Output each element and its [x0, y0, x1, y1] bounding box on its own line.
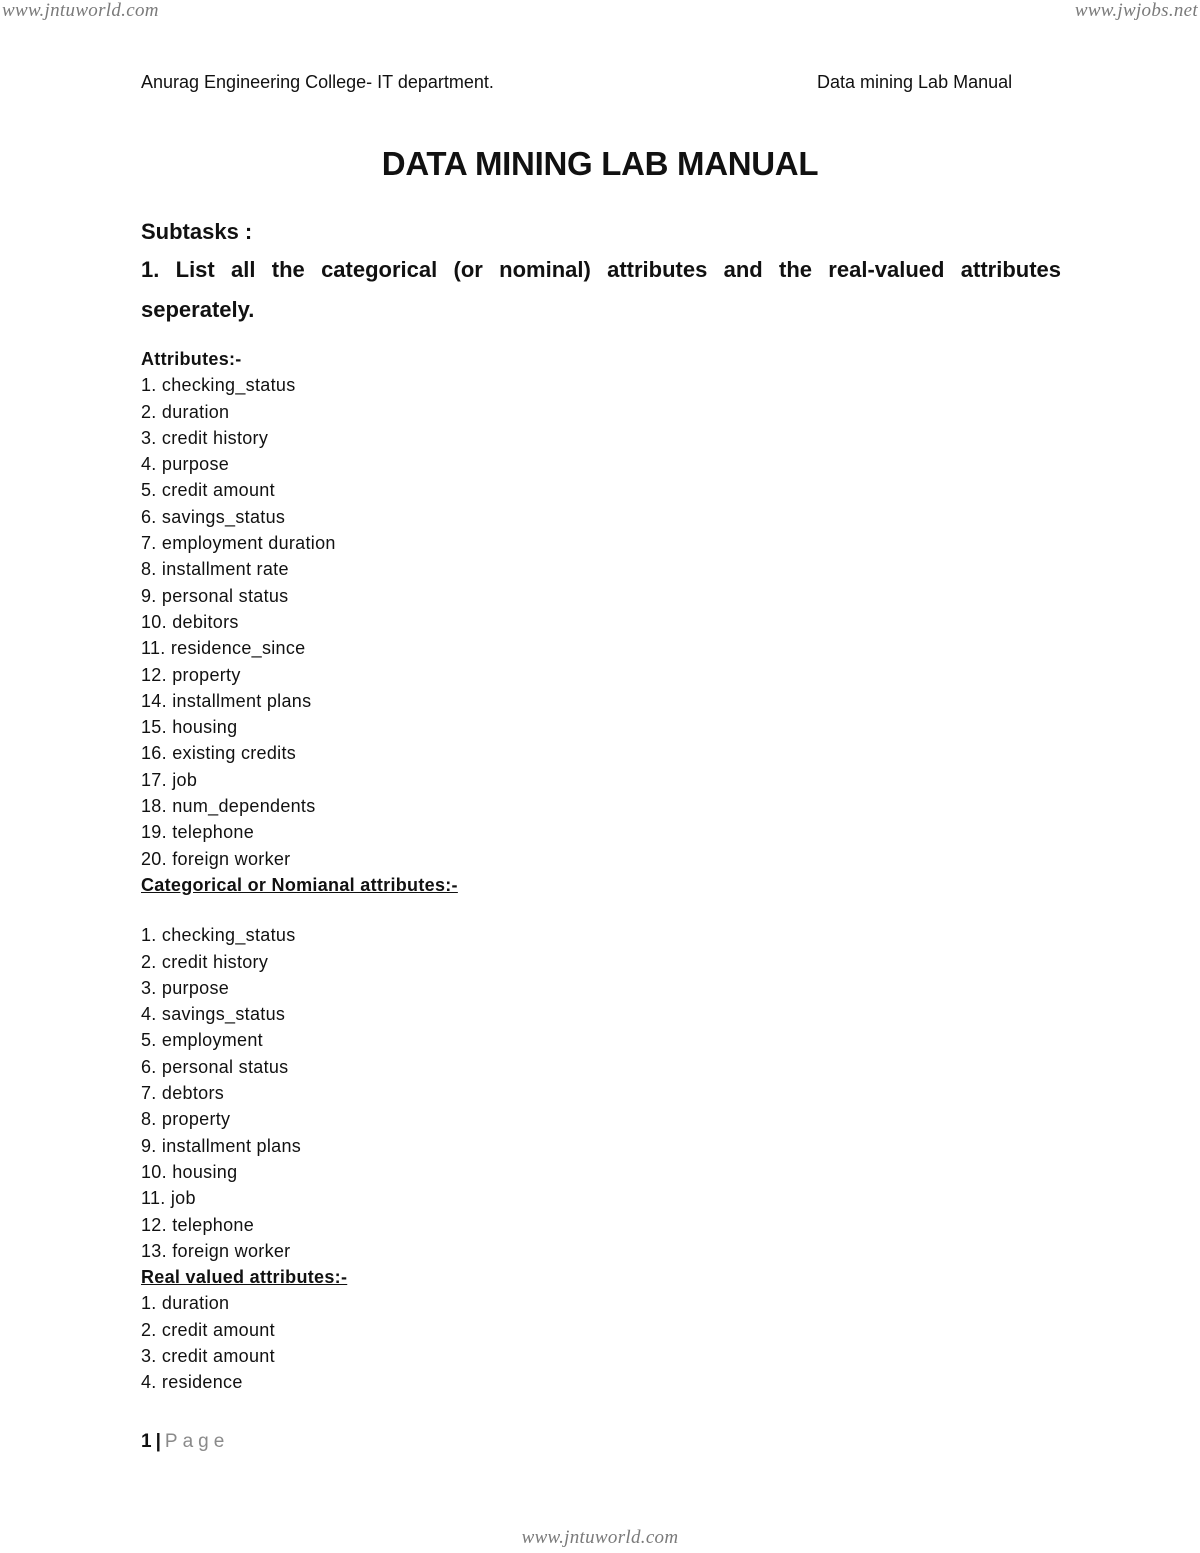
watermark-top-left: www.jntuworld.com	[2, 0, 159, 21]
list-item: 16. existing credits	[141, 743, 297, 764]
spacer	[141, 898, 458, 922]
list-item: 9. personal status	[141, 585, 289, 606]
list-item: 4. residence	[141, 1372, 243, 1393]
list-item: 3. credit amount	[141, 1345, 275, 1366]
list-item: 10. housing	[141, 1161, 238, 1182]
real-valued-label: Real valued attributes:-	[141, 1267, 348, 1288]
list-item: 14. installment plans	[141, 690, 312, 711]
list-item: 18. num_dependents	[141, 796, 316, 817]
list-item: 1. checking_status	[141, 925, 296, 946]
list-item: 5. employment	[141, 1030, 263, 1051]
list-item: 15. housing	[141, 717, 238, 738]
list-item: 17. job	[141, 769, 198, 790]
list-item: 9. installment plans	[141, 1135, 302, 1156]
list-item: 2. credit amount	[141, 1319, 275, 1340]
list-item: 3. purpose	[141, 977, 230, 998]
page-word: Page	[164, 1431, 230, 1452]
list-item: 2. duration	[141, 401, 230, 422]
list-item: 6. savings_status	[141, 506, 286, 527]
watermark-bottom: www.jntuworld.com	[521, 1527, 679, 1548]
list-item: 3. credit history	[141, 427, 269, 448]
list-item: 2. credit history	[141, 951, 269, 972]
list-item: 1. duration	[141, 1293, 230, 1314]
page-footer	[141, 1431, 229, 1453]
list-item: 10. debitors	[141, 611, 239, 632]
categorical-list	[141, 922, 458, 1264]
list-item: 8. property	[141, 1109, 231, 1130]
list-item: 13. foreign worker	[141, 1240, 291, 1261]
main-content	[141, 346, 458, 1396]
list-item: 5. credit amount	[141, 480, 275, 501]
page-separator: |	[155, 1431, 161, 1452]
real-valued-list	[141, 1290, 458, 1395]
attributes-label: Attributes:-	[141, 349, 242, 369]
list-item: 1. checking_status	[141, 375, 296, 396]
categorical-label: Categorical or Nomianal attributes:-	[141, 874, 458, 895]
list-item: 11. residence_since	[141, 638, 306, 659]
task-1-statement: 1. List all the categorical (or nominal) attributes and the real-valued attributes seperately.	[141, 257, 1061, 322]
subtasks-heading: Subtasks :	[141, 219, 253, 244]
list-item: 12. telephone	[141, 1214, 254, 1235]
running-header-right: Data mining Lab Manual	[817, 72, 1013, 92]
list-item: 8. installment rate	[141, 559, 289, 580]
list-item: 4. purpose	[141, 454, 230, 475]
document-title: DATA MINING LAB MANUAL	[381, 145, 819, 182]
list-item: 4. savings_status	[141, 1004, 286, 1025]
list-item: 6. personal status	[141, 1056, 289, 1077]
attributes-list	[141, 372, 458, 872]
page-number: 1	[141, 1431, 152, 1452]
list-item: 11. job	[141, 1188, 196, 1209]
list-item: 19. telephone	[141, 822, 254, 843]
watermark-top-right: www.jwjobs.net	[1074, 0, 1198, 21]
list-item: 7. employment duration	[141, 533, 336, 554]
running-header-left: Anurag Engineering College- IT department.	[141, 72, 494, 92]
list-item: 7. debtors	[141, 1083, 225, 1104]
list-item: 20. foreign worker	[141, 848, 291, 869]
list-item: 12. property	[141, 664, 241, 685]
